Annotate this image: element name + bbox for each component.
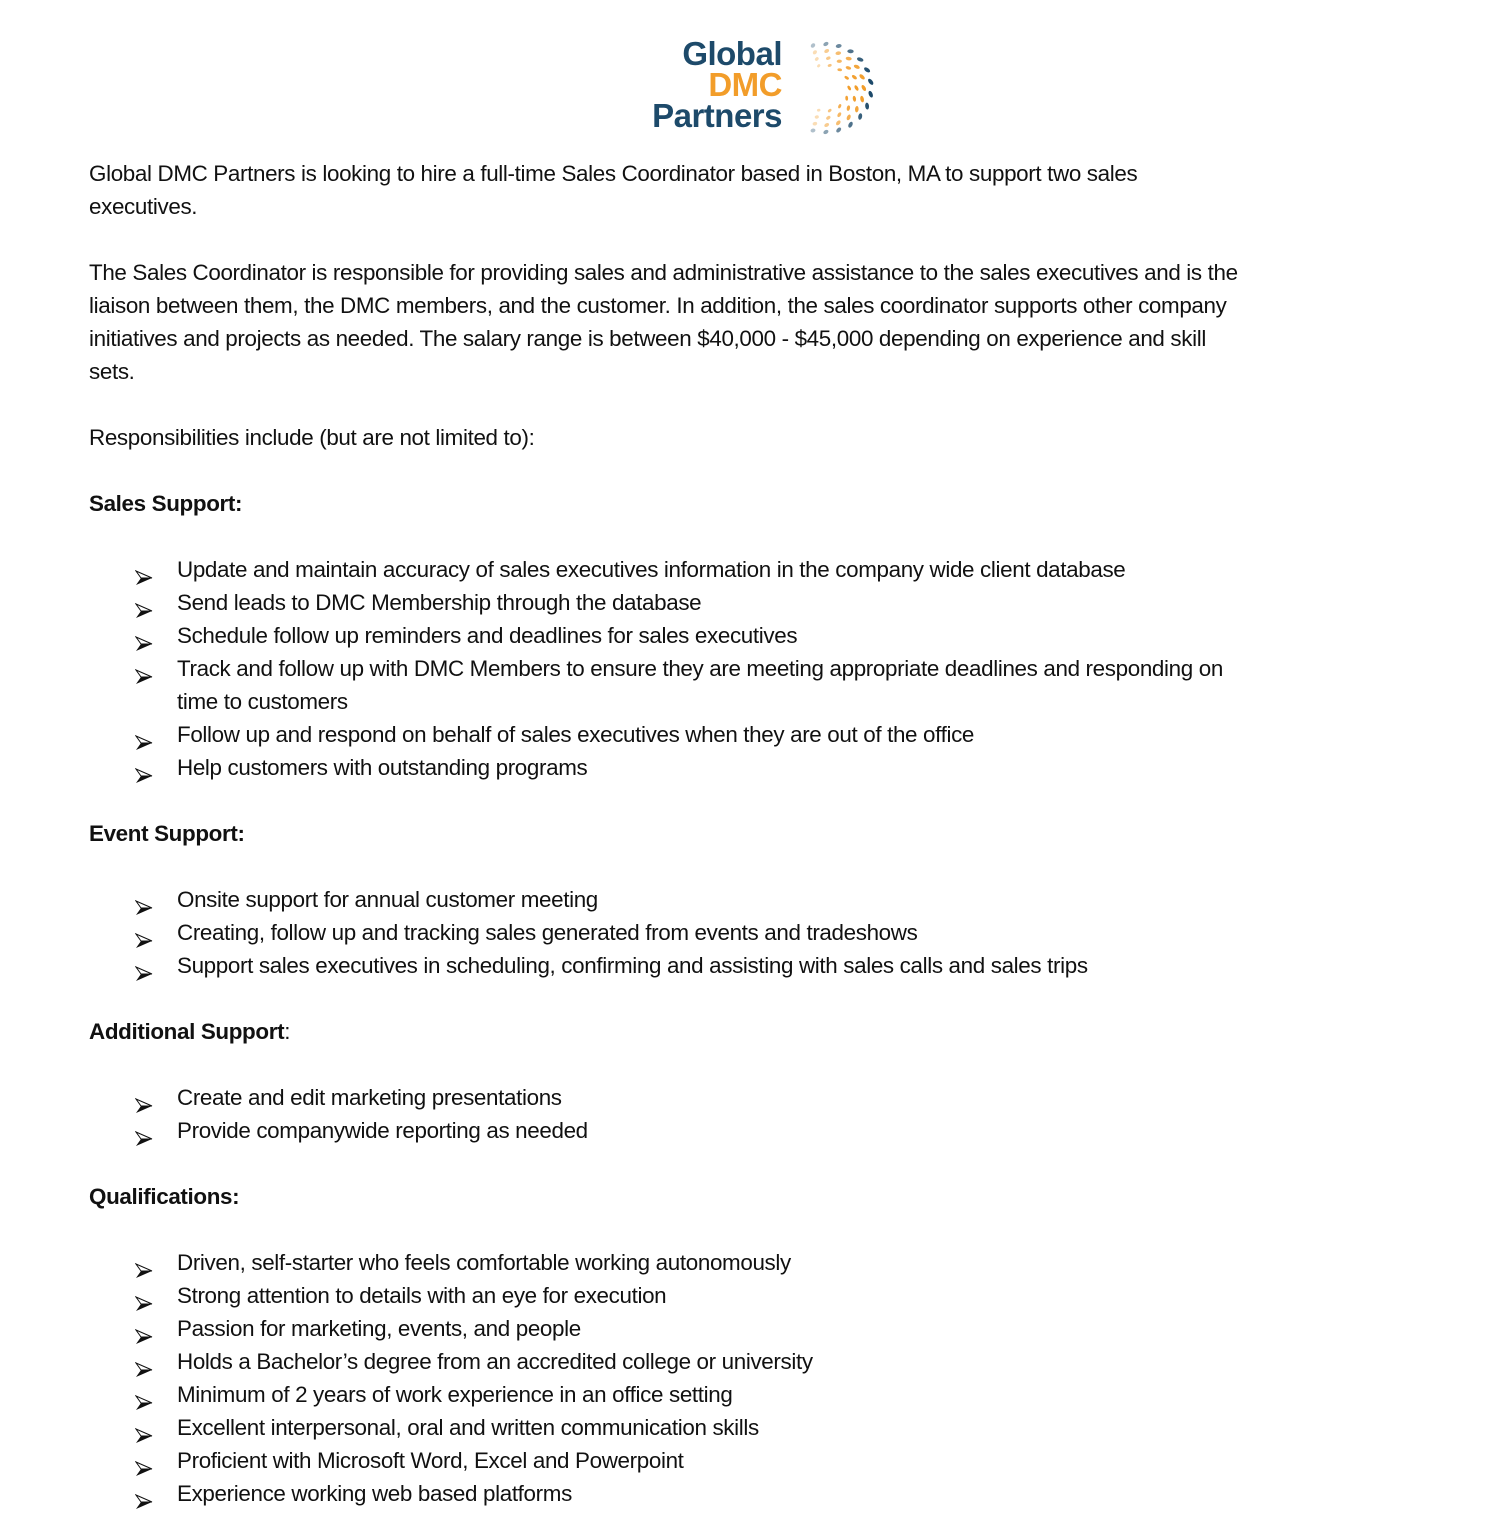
logo-dot — [835, 119, 841, 126]
logo-dot — [824, 48, 830, 54]
logo-word-dmc: DMC — [708, 66, 782, 103]
logo-word-global: Global — [682, 35, 782, 72]
arrowhead-bullet-icon — [135, 1321, 153, 1337]
list-item — [89, 1114, 1429, 1147]
logo-dot — [844, 75, 850, 80]
logo-dot — [827, 108, 832, 113]
description-line: sets. — [89, 359, 135, 384]
company-logo — [630, 35, 880, 142]
list-item — [89, 1411, 1429, 1444]
logo-dot — [825, 115, 831, 120]
logo-dot — [854, 85, 860, 92]
logo-dot — [814, 56, 819, 61]
list-item-text: Proficient with Microsoft Word, Excel and Powerpoint — [177, 1448, 684, 1473]
logo-dot — [851, 74, 858, 80]
list-item — [89, 553, 1429, 586]
list-item-text: Driven, self-starter who feels comfortable working autonomously — [177, 1250, 791, 1275]
section-heading — [89, 817, 1429, 850]
section-heading — [89, 487, 1429, 520]
arrowhead-bullet-icon — [135, 1288, 153, 1304]
list-item-text: Send leads to DMC Membership through the database — [177, 590, 702, 615]
arrowhead-bullet-icon — [135, 1453, 153, 1469]
section-heading — [89, 1015, 1429, 1048]
logo-dot — [827, 63, 832, 67]
list-item-text: Onsite support for annual customer meeting — [177, 887, 598, 912]
logo-dot — [860, 96, 865, 103]
logo-dot — [847, 49, 854, 53]
arrowhead-bullet-icon — [135, 1255, 153, 1271]
description-line: The Sales Coordinator is responsible for providing sales and administrative assistance to the sales executives and is the — [89, 260, 1238, 285]
logo-dot — [852, 96, 856, 102]
list-item-text: Support sales executives in scheduling, confirming and assisting with sales calls and sales trips — [177, 953, 1088, 978]
logo-dot — [810, 128, 816, 133]
list-item — [89, 586, 1429, 619]
arrowhead-bullet-icon — [135, 595, 153, 611]
section-heading-text: Event Support: — [89, 821, 245, 846]
arrowhead-bullet-icon — [135, 562, 153, 578]
logo-dot — [847, 85, 852, 91]
logo-dot — [837, 60, 842, 64]
section-heading — [89, 1180, 1429, 1213]
logo-dot — [847, 121, 853, 128]
list-item-text: Follow up and respond on behalf of sales executives when they are out of the office — [177, 722, 975, 747]
logo-wordmark — [652, 35, 782, 134]
list-item — [89, 1246, 1429, 1279]
arrowhead-bullet-icon — [135, 1354, 153, 1370]
logo-word-partners: Partners — [652, 97, 782, 134]
list-item-text: Strong attention to details with an eye for execution — [177, 1283, 667, 1308]
logo-dot — [838, 104, 842, 109]
responsibilities-intro: Responsibilities include (but are not limited to): — [89, 425, 535, 450]
logo-dot — [867, 78, 874, 86]
intro-line: Global DMC Partners is looking to hire a full-time Sales Coordinator based in Boston, MA to support two sales — [89, 161, 1138, 186]
list-item — [89, 1312, 1429, 1345]
logo-dot — [845, 56, 851, 60]
list-item — [89, 652, 1429, 718]
logo-dot — [846, 114, 852, 121]
list-item-text: Update and maintain accuracy of sales executives information in the company wide client database — [177, 557, 1126, 582]
section-heading-text: Additional Support — [89, 1019, 285, 1044]
logo-dot — [858, 73, 865, 80]
logo-dot — [835, 127, 842, 134]
logo-dot — [868, 90, 874, 98]
description-line: liaison between them, the DMC members, and the customer. In addition, the sales coordinator supports other company — [89, 293, 1227, 318]
bullet-list — [89, 1246, 1429, 1510]
arrowhead-bullet-icon — [135, 958, 153, 974]
list-item — [89, 1477, 1429, 1510]
logo-dot — [837, 112, 843, 118]
logo-dot — [863, 66, 871, 73]
list-item — [89, 1378, 1429, 1411]
bullet-list — [89, 1081, 1429, 1147]
arrowhead-bullet-icon — [135, 1387, 153, 1403]
logo-dot — [837, 68, 842, 71]
logo-dot — [824, 122, 830, 128]
logo-dot — [812, 121, 817, 126]
logo-dot — [845, 96, 848, 101]
list-item — [89, 751, 1429, 784]
list-item-text: time to customers — [177, 689, 348, 714]
logo-dot — [855, 106, 859, 113]
logo-dot — [835, 43, 842, 48]
arrowhead-bullet-icon — [135, 760, 153, 776]
section-heading-text: Qualifications: — [89, 1184, 240, 1209]
arrowhead-bullet-icon — [135, 1090, 153, 1106]
list-item — [89, 718, 1429, 751]
list-item — [89, 949, 1429, 982]
list-item-text: Minimum of 2 years of work experience in an office setting — [177, 1382, 733, 1407]
logo-dot — [835, 51, 841, 56]
list-item-text: Passion for marketing, events, and people — [177, 1316, 581, 1341]
logo-dot — [865, 102, 870, 109]
bullet-list — [89, 883, 1429, 982]
logo-dotted-swoosh-icon — [785, 38, 880, 142]
list-item — [89, 1345, 1429, 1378]
intro-paragraph — [89, 157, 1429, 223]
logo-dot — [817, 108, 821, 112]
arrowhead-bullet-icon — [135, 727, 153, 743]
arrowhead-bullet-icon — [135, 628, 153, 644]
logo-dot — [845, 65, 851, 70]
list-item — [89, 1279, 1429, 1312]
list-item-text: Provide companywide reporting as needed — [177, 1118, 588, 1143]
arrowhead-bullet-icon — [135, 1123, 153, 1139]
document-body — [89, 157, 1429, 1510]
intro-line: executives. — [89, 194, 198, 219]
list-item-text: Excellent interpersonal, oral and written communication skills — [177, 1415, 759, 1440]
list-item — [89, 916, 1429, 949]
list-item-text: Holds a Bachelor’s degree from an accredited college or university — [177, 1349, 813, 1374]
logo-dot — [861, 84, 867, 92]
arrowhead-bullet-icon — [135, 1420, 153, 1436]
list-item-text: Create and edit marketing presentations — [177, 1085, 562, 1110]
section-heading-suffix: : — [284, 1019, 291, 1044]
logo-dot — [853, 64, 860, 70]
arrowhead-bullet-icon — [135, 925, 153, 941]
description-paragraph — [89, 256, 1429, 388]
bullet-list — [89, 553, 1429, 784]
list-item — [89, 1081, 1429, 1114]
list-item-text: Experience working web based platforms — [177, 1481, 572, 1506]
list-item-text: Help customers with outstanding programs — [177, 755, 588, 780]
logo-dot — [823, 41, 830, 47]
logo-dot — [846, 105, 850, 111]
logo-dot — [825, 56, 831, 61]
arrowhead-bullet-icon — [135, 892, 153, 908]
list-item — [89, 883, 1429, 916]
description-line: initiatives and projects as needed. The salary range is between $40,000 - $45,000 depending on experience and skill — [89, 326, 1206, 351]
logo-dot — [812, 49, 818, 55]
logo-dot — [810, 42, 816, 48]
arrowhead-bullet-icon — [135, 661, 153, 677]
list-item — [89, 1444, 1429, 1477]
list-item — [89, 619, 1429, 652]
list-item-text: Track and follow up with DMC Members to ensure they are meeting appropriate deadlines and responding on — [177, 656, 1223, 681]
list-item-text: Creating, follow up and tracking sales generated from events and tradeshows — [177, 920, 918, 945]
logo-dot — [816, 64, 820, 68]
logo-dot — [858, 113, 863, 120]
logo-dot — [856, 57, 864, 63]
section-heading-text: Sales Support: — [89, 491, 243, 516]
logo-dot — [823, 129, 830, 135]
list-item-text: Schedule follow up reminders and deadlines for sales executives — [177, 623, 798, 648]
sections-container — [89, 454, 1429, 1510]
logo-dot — [814, 115, 819, 119]
